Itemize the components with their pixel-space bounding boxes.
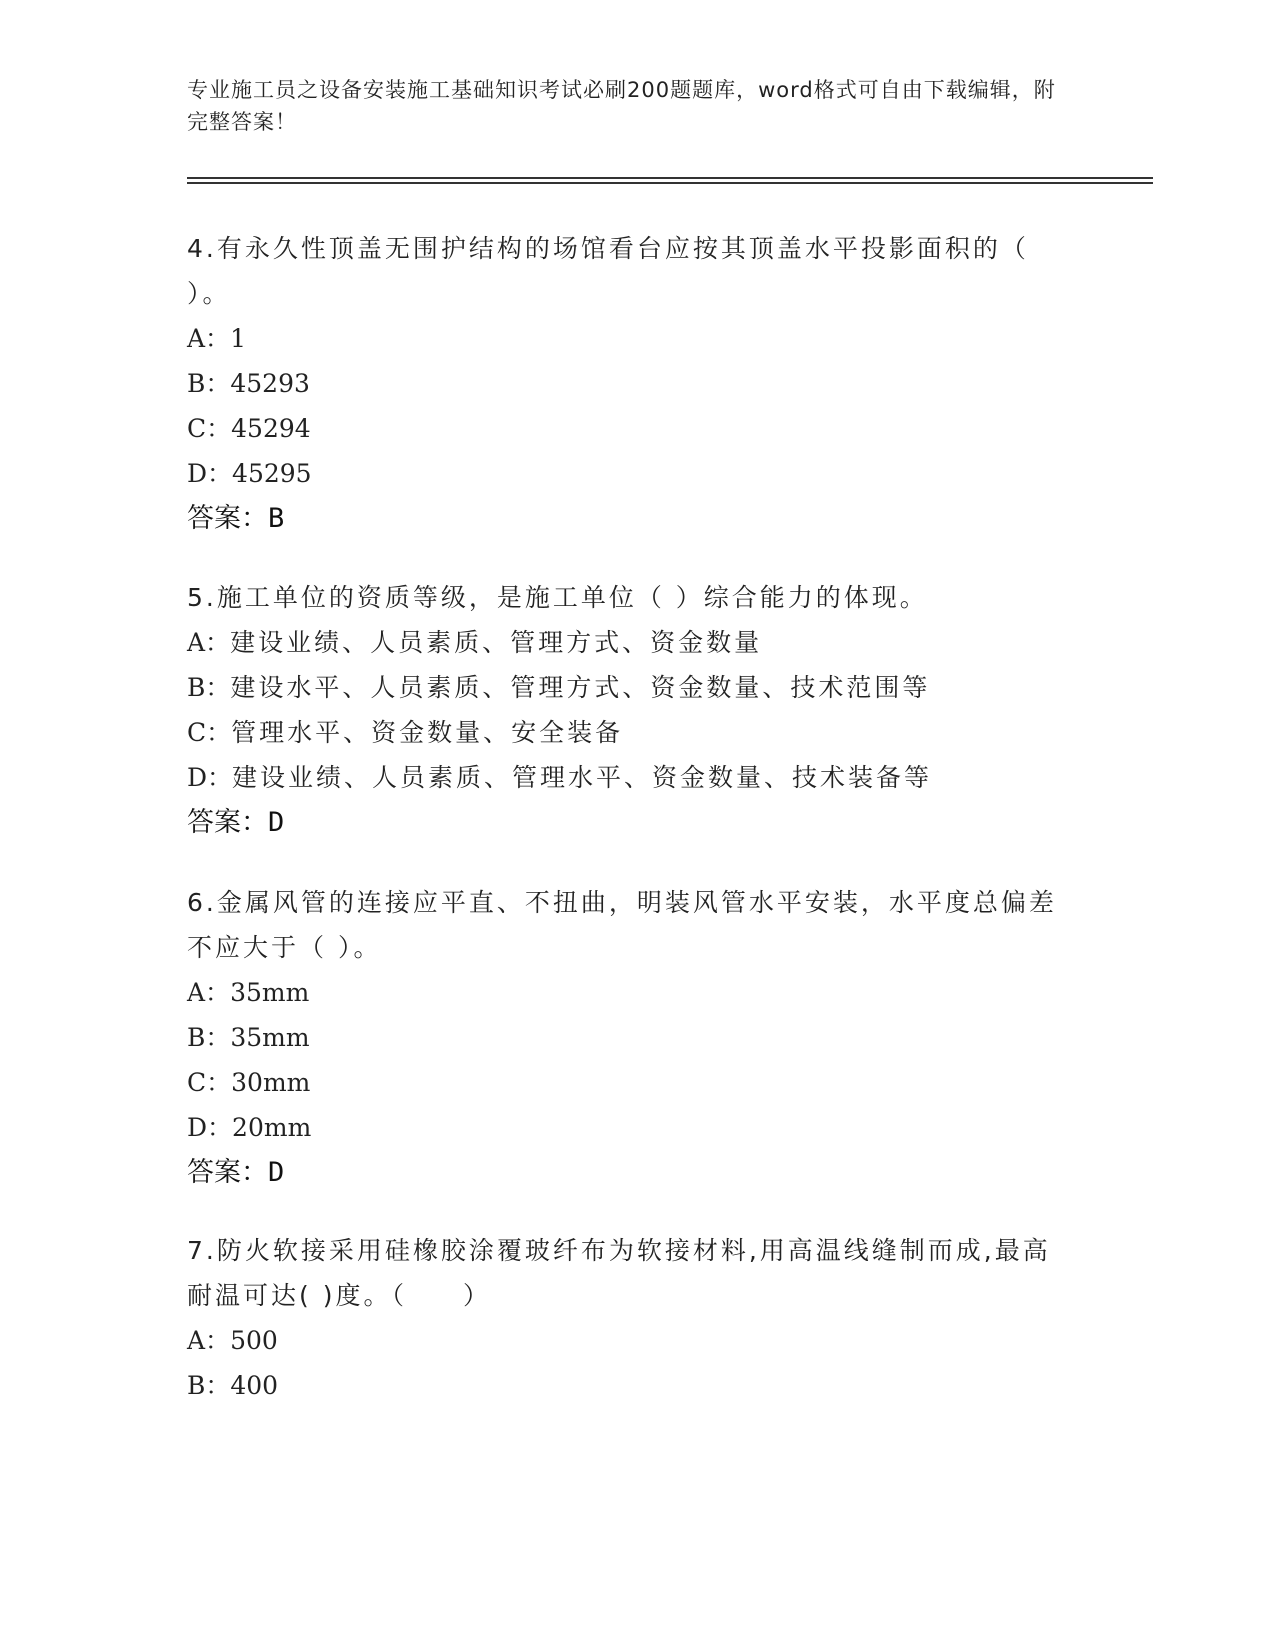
option-b bbox=[187, 1363, 1067, 1408]
option-text: 建设水平、人员素质、管理方式、资金数量、技术范围等 bbox=[230, 673, 931, 702]
option-text: 45295 bbox=[232, 459, 312, 488]
option-a bbox=[187, 1318, 1067, 1363]
option-key: B： bbox=[187, 673, 231, 702]
option-text: 建设业绩、人员素质、管理水平、资金数量、技术装备等 bbox=[232, 763, 933, 792]
option-key: B： bbox=[187, 1371, 231, 1400]
option-key: D： bbox=[187, 763, 233, 792]
option-key: C： bbox=[187, 414, 232, 443]
option-text: 1 bbox=[230, 324, 246, 353]
question-6 bbox=[187, 880, 1067, 1195]
question-stem: 7.防火软接采用硅橡胶涂覆玻纤布为软接材料,用高温线缝制而成,最高耐温可达( )度。（ ） bbox=[187, 1236, 1051, 1310]
header-divider-top bbox=[187, 177, 1153, 179]
question-4 bbox=[187, 226, 1067, 541]
answer-label: 答案： bbox=[187, 807, 268, 838]
option-text: 35mm bbox=[230, 1023, 310, 1052]
answer-value: D bbox=[268, 807, 285, 838]
option-b bbox=[187, 361, 1067, 406]
option-key: B： bbox=[187, 369, 231, 398]
option-key: A： bbox=[187, 978, 231, 1007]
document-header-title: 专业施工员之设备安装施工基础知识考试必刷200题题库，word格式可自由下载编辑，附完整答案！ bbox=[187, 78, 1056, 134]
answer-value: D bbox=[268, 1157, 285, 1188]
question-5 bbox=[187, 575, 1067, 845]
option-key: D： bbox=[187, 459, 233, 488]
option-d bbox=[187, 451, 1067, 496]
option-text: 400 bbox=[230, 1371, 279, 1400]
option-key: B： bbox=[187, 1023, 231, 1052]
option-key: A： bbox=[187, 1326, 231, 1355]
option-b bbox=[187, 665, 1067, 710]
option-key: A： bbox=[187, 324, 231, 353]
question-stem: 5.施工单位的资质等级，是施工单位（ ）综合能力的体现。 bbox=[187, 583, 928, 612]
option-a bbox=[187, 620, 1067, 665]
option-d bbox=[187, 755, 1067, 800]
option-a bbox=[187, 316, 1067, 361]
option-c bbox=[187, 1060, 1067, 1105]
option-d bbox=[187, 1105, 1067, 1150]
option-c bbox=[187, 406, 1067, 451]
answer-label: 答案： bbox=[187, 1157, 268, 1188]
header-divider-bottom bbox=[187, 182, 1153, 184]
option-key: D： bbox=[187, 1113, 233, 1142]
option-text: 500 bbox=[230, 1326, 278, 1355]
option-key: A： bbox=[187, 628, 231, 657]
option-text: 45293 bbox=[230, 369, 310, 398]
option-c bbox=[187, 710, 1067, 755]
option-text: 20mm bbox=[232, 1113, 312, 1142]
option-text: 管理水平、资金数量、安全装备 bbox=[231, 718, 624, 747]
option-text: 45294 bbox=[231, 414, 311, 443]
answer-value: B bbox=[268, 503, 285, 534]
question-stem: 6.金属风管的连接应平直、不扭曲，明装风管水平安装，水平度总偏差不应大于（ ）。 bbox=[187, 888, 1057, 962]
option-key: C： bbox=[187, 1068, 232, 1097]
option-a bbox=[187, 970, 1067, 1015]
answer-label: 答案： bbox=[187, 503, 268, 534]
option-text: 建设业绩、人员素质、管理方式、资金数量 bbox=[230, 628, 763, 657]
option-text: 35mm bbox=[230, 978, 310, 1007]
option-key: C： bbox=[187, 718, 232, 747]
answer-line bbox=[187, 800, 1067, 845]
question-7 bbox=[187, 1228, 1067, 1408]
option-b bbox=[187, 1015, 1067, 1060]
option-text: 30mm bbox=[231, 1068, 311, 1097]
answer-line bbox=[187, 1150, 1067, 1195]
question-stem: 4.有永久性顶盖无围护结构的场馆看台应按其顶盖水平投影面积的（ ）。 bbox=[187, 234, 1029, 308]
answer-line bbox=[187, 496, 1067, 541]
